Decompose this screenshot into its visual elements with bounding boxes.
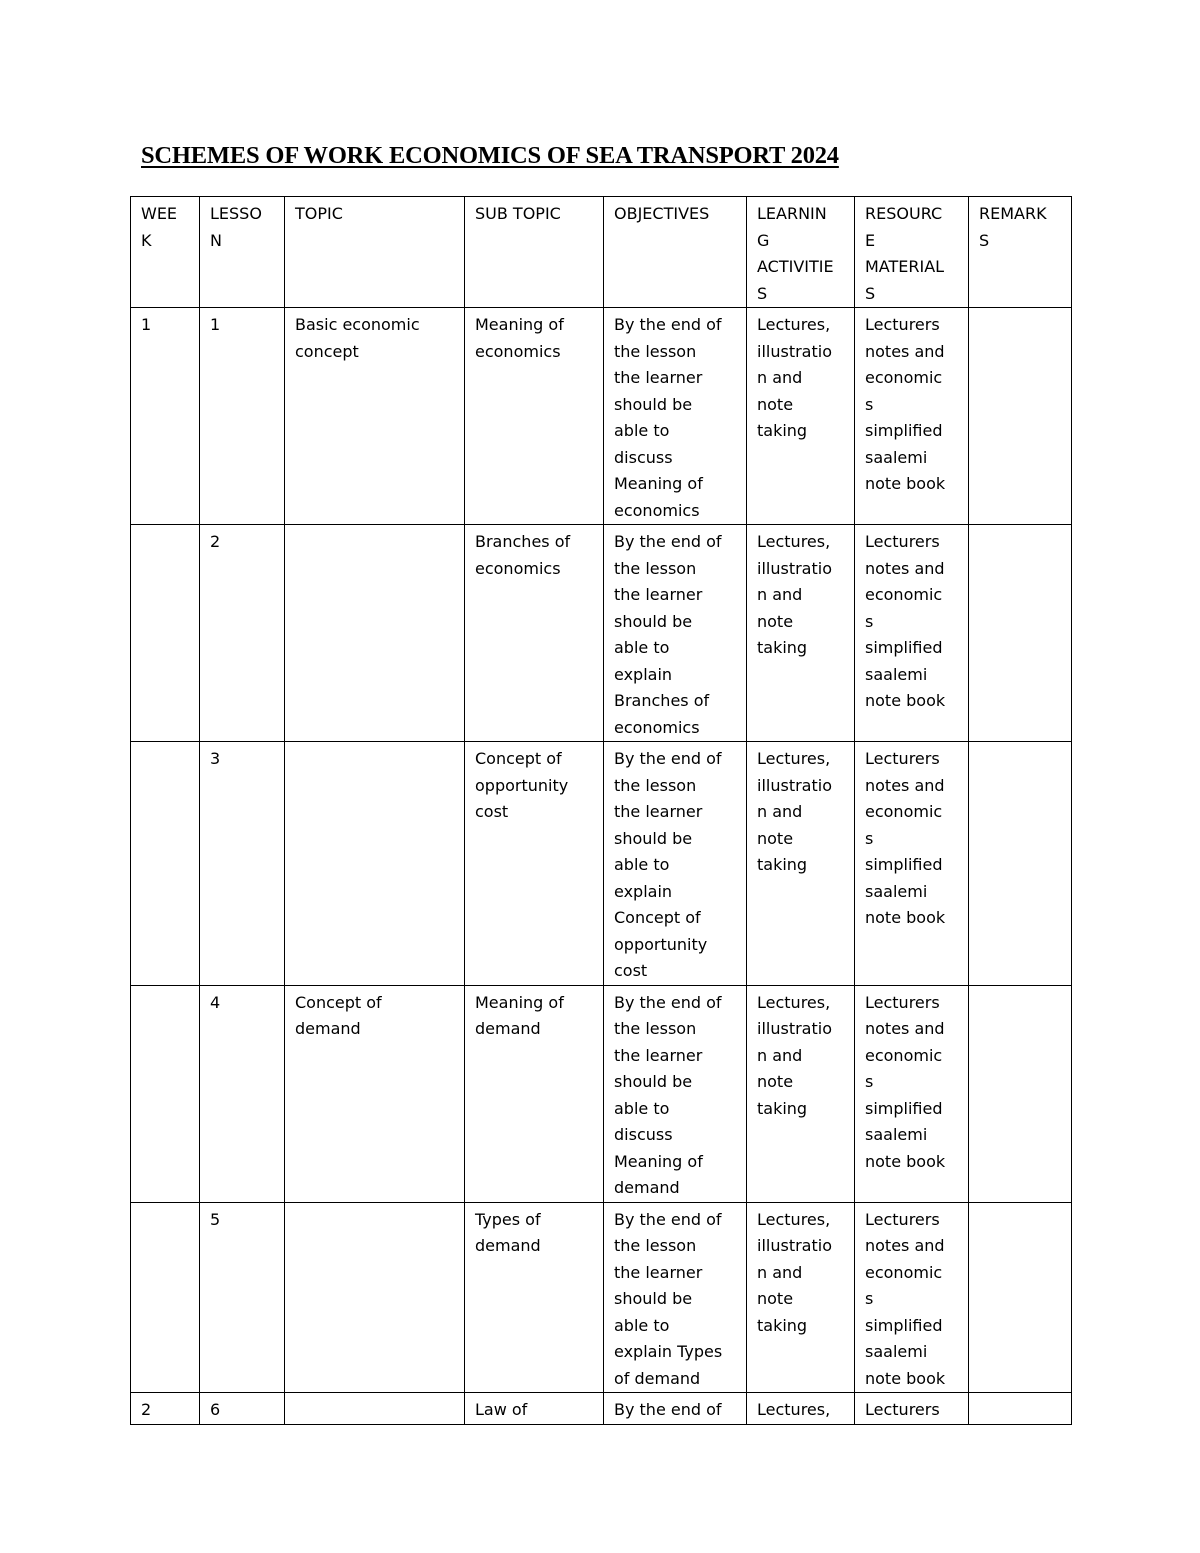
table-row	[131, 308, 1072, 525]
cell-text-line: able to	[614, 638, 670, 657]
lesson-cell: 1	[200, 308, 285, 525]
cell-text-line: economic	[865, 802, 943, 821]
remarks-cell	[969, 1393, 1072, 1425]
subtopic-cell	[465, 1202, 604, 1393]
header-remarks	[969, 197, 1072, 308]
lesson-cell: 5	[200, 1202, 285, 1393]
cell-text-line: taking	[757, 421, 808, 440]
objectives-cell	[604, 742, 747, 986]
cell-text-line: note book	[865, 908, 946, 927]
header-lesson	[200, 197, 285, 308]
cell-text-line: able to	[614, 421, 670, 440]
cell-text-line: simplified	[865, 638, 943, 657]
header-objectives	[604, 197, 747, 308]
cell-text-line: TOPIC	[295, 204, 343, 223]
table-header-row	[131, 197, 1072, 308]
table-row	[131, 1393, 1072, 1425]
cell-text-line: the lesson	[614, 1019, 697, 1038]
cell-text-line: saalemi	[865, 1342, 928, 1361]
header-subtopic	[465, 197, 604, 308]
cell-text-line: economics	[475, 558, 561, 578]
cell-text-line: opportunity	[475, 775, 569, 795]
header-learning-activities	[747, 197, 855, 308]
cell-text-line: notes and	[865, 1019, 945, 1038]
cell-text-line: Lecturers	[865, 992, 940, 1012]
cell-text-line: ACTIVITIE	[757, 257, 834, 276]
week-cell	[131, 742, 200, 986]
cell-text-line: illustratio	[757, 775, 832, 795]
cell-text-line: Types of	[475, 1209, 541, 1229]
cell-text-line: note book	[865, 1151, 946, 1171]
remarks-cell	[969, 985, 1072, 1202]
cell-text-line: notes and	[865, 775, 945, 795]
week-cell	[131, 985, 200, 1202]
cell-text-line: Lecturers	[865, 749, 940, 768]
subtopic-cell	[465, 985, 604, 1202]
cell-text-line: taking	[757, 855, 808, 874]
header-resource-materials	[855, 197, 969, 308]
cell-text-line: s	[865, 828, 874, 848]
cell-text-line: note book	[865, 1368, 946, 1388]
topic-cell	[285, 742, 465, 986]
cell-text-line: demand	[295, 1019, 361, 1038]
cell-text-line: note book	[865, 691, 946, 710]
cell-text-line: Lectures,	[757, 1209, 831, 1229]
objectives-cell	[604, 985, 747, 1202]
cell-text-line: the lesson	[614, 558, 697, 578]
cell-text-line: OBJECTIVES	[614, 204, 710, 223]
resources-cell	[855, 1393, 969, 1425]
cell-text-line: Lecturers	[865, 532, 940, 551]
cell-text-line: E	[865, 230, 876, 250]
cell-text-line: notes and	[865, 1236, 945, 1255]
cell-text-line: economics	[614, 717, 700, 737]
cell-text-line: Lectures,	[757, 315, 831, 334]
cell-text-line: explain	[614, 664, 673, 684]
cell-text-line: S	[979, 230, 990, 250]
cell-text-line: Meaning of	[614, 474, 703, 493]
week-cell	[131, 1202, 200, 1393]
objectives-cell	[604, 525, 747, 742]
cell-text-line: Concept of	[295, 992, 382, 1012]
table-row	[131, 985, 1072, 1202]
cell-text-line: Lectures,	[757, 992, 831, 1012]
cell-text-line: the lesson	[614, 341, 697, 361]
cell-text-line: illustratio	[757, 558, 832, 578]
cell-text-line: explain	[614, 881, 673, 901]
cell-text-line: Concept of	[475, 749, 562, 768]
cell-text-line: should be	[614, 611, 693, 631]
page-title: SCHEMES OF WORK ECONOMICS OF SEA TRANSPORT 2024	[141, 142, 839, 169]
cell-text-line: Lecturers	[865, 1400, 940, 1419]
cell-text-line: s	[865, 1072, 874, 1091]
activities-cell	[747, 1393, 855, 1425]
lesson-cell: 6	[200, 1393, 285, 1425]
cell-text-line: note	[757, 1289, 794, 1308]
cell-text-line: Lecturers	[865, 1209, 940, 1229]
resources-cell	[855, 308, 969, 525]
cell-text-line: able to	[614, 1315, 670, 1335]
subtopic-cell	[465, 1393, 604, 1425]
cell-text-line: Meaning of	[475, 315, 564, 334]
resources-cell	[855, 1202, 969, 1393]
cell-text-line: the lesson	[614, 1236, 697, 1255]
cell-text-line: K	[141, 230, 152, 250]
cell-text-line: saalemi	[865, 1125, 928, 1144]
cell-text-line: N	[210, 230, 222, 250]
cell-text-line: Law of	[475, 1400, 528, 1419]
lesson-cell: 2	[200, 525, 285, 742]
cell-text-line: economic	[865, 585, 943, 604]
activities-cell	[747, 985, 855, 1202]
topic-cell	[285, 525, 465, 742]
cell-text-line: S	[757, 283, 768, 303]
cell-text-line: s	[865, 1289, 874, 1308]
cell-text-line: n and	[757, 1045, 803, 1065]
cell-text-line: illustratio	[757, 1236, 832, 1255]
scheme-of-work-table	[130, 196, 1072, 1425]
table-row	[131, 1202, 1072, 1393]
cell-text-line: should be	[614, 394, 693, 414]
cell-text-line: SUB TOPIC	[475, 204, 561, 223]
cell-text-line: note	[757, 394, 794, 414]
cell-text-line: explain Types	[614, 1342, 723, 1361]
cell-text-line: By the end of	[614, 749, 722, 768]
cell-text-line: s	[865, 394, 874, 414]
resources-cell	[855, 525, 969, 742]
topic-cell	[285, 1202, 465, 1393]
cell-text-line: simplified	[865, 855, 943, 874]
cell-text-line: S	[865, 283, 876, 303]
lesson-cell: 3	[200, 742, 285, 986]
cell-text-line: By the end of	[614, 992, 722, 1012]
cell-text-line: n and	[757, 802, 803, 821]
cell-text-line: taking	[757, 1098, 808, 1118]
header-topic	[285, 197, 465, 308]
resources-cell	[855, 742, 969, 986]
cell-text-line: Lectures,	[757, 749, 831, 768]
cell-text-line: REMARK	[979, 204, 1047, 223]
remarks-cell	[969, 1202, 1072, 1393]
cell-text-line: the learner	[614, 368, 703, 387]
cell-text-line: of demand	[614, 1368, 701, 1388]
cell-text-line: saalemi	[865, 664, 928, 684]
cell-text-line: demand	[475, 1236, 541, 1255]
cell-text-line: By the end of	[614, 532, 722, 551]
cell-text-line: the learner	[614, 1262, 703, 1282]
cell-text-line: note	[757, 611, 794, 631]
cell-text-line: Basic economic	[295, 315, 420, 334]
cell-text-line: able to	[614, 855, 670, 874]
cell-text-line: opportunity	[614, 934, 708, 954]
cell-text-line: discuss	[614, 447, 673, 467]
week-cell: 2	[131, 1393, 200, 1425]
cell-text-line: illustratio	[757, 1019, 832, 1038]
remarks-cell	[969, 742, 1072, 986]
subtopic-cell	[465, 308, 604, 525]
activities-cell	[747, 525, 855, 742]
cell-text-line: Meaning of	[614, 1151, 703, 1171]
cell-text-line: Meaning of	[475, 992, 564, 1012]
cell-text-line: G	[757, 230, 770, 250]
resources-cell	[855, 985, 969, 1202]
cell-text-line: saalemi	[865, 447, 928, 467]
cell-text-line: Branches of	[475, 532, 571, 551]
subtopic-cell	[465, 742, 604, 986]
cell-text-line: illustratio	[757, 341, 832, 361]
header-week	[131, 197, 200, 308]
cell-text-line: RESOURC	[865, 204, 943, 223]
remarks-cell	[969, 308, 1072, 525]
cell-text-line: economics	[475, 341, 561, 361]
objectives-cell	[604, 1393, 747, 1425]
cell-text-line: By the end of	[614, 1400, 722, 1419]
topic-cell	[285, 308, 465, 525]
cell-text-line: should be	[614, 1072, 693, 1091]
cell-text-line: note	[757, 1072, 794, 1091]
cell-text-line: Concept of	[614, 908, 701, 927]
cell-text-line: n and	[757, 368, 803, 387]
cell-text-line: Lectures,	[757, 1400, 831, 1419]
cell-text-line: Lecturers	[865, 315, 940, 334]
cell-text-line: demand	[614, 1178, 680, 1197]
cell-text-line: notes and	[865, 558, 945, 578]
cell-text-line: economic	[865, 1262, 943, 1282]
cell-text-line: Lectures,	[757, 532, 831, 551]
objectives-cell	[604, 1202, 747, 1393]
remarks-cell	[969, 525, 1072, 742]
cell-text-line: taking	[757, 1315, 808, 1335]
cell-text-line: economics	[614, 500, 700, 520]
week-cell: 1	[131, 308, 200, 525]
lesson-cell: 4	[200, 985, 285, 1202]
table-row	[131, 525, 1072, 742]
cell-text-line: able to	[614, 1098, 670, 1118]
topic-cell	[285, 985, 465, 1202]
activities-cell	[747, 308, 855, 525]
cell-text-line: should be	[614, 1289, 693, 1308]
cell-text-line: MATERIAL	[865, 257, 945, 276]
cell-text-line: Branches of	[614, 691, 710, 710]
cell-text-line: simplified	[865, 421, 943, 440]
activities-cell	[747, 742, 855, 986]
cell-text-line: By the end of	[614, 315, 722, 334]
cell-text-line: WEE	[141, 204, 178, 223]
cell-text-line: note	[757, 828, 794, 848]
cell-text-line: should be	[614, 828, 693, 848]
cell-text-line: s	[865, 611, 874, 631]
cell-text-line: note book	[865, 474, 946, 493]
cell-text-line: the lesson	[614, 775, 697, 795]
cell-text-line: LESSO	[210, 204, 262, 223]
cell-text-line: cost	[614, 961, 648, 980]
activities-cell	[747, 1202, 855, 1393]
cell-text-line: taking	[757, 638, 808, 657]
table-row	[131, 742, 1072, 986]
cell-text-line: simplified	[865, 1098, 943, 1118]
cell-text-line: notes and	[865, 341, 945, 361]
cell-text-line: simplified	[865, 1315, 943, 1335]
objectives-cell	[604, 308, 747, 525]
cell-text-line: cost	[475, 802, 509, 821]
cell-text-line: LEARNIN	[757, 204, 827, 223]
cell-text-line: n and	[757, 1262, 803, 1282]
cell-text-line: concept	[295, 341, 359, 361]
subtopic-cell	[465, 525, 604, 742]
cell-text-line: the learner	[614, 802, 703, 821]
cell-text-line: saalemi	[865, 881, 928, 901]
week-cell	[131, 525, 200, 742]
cell-text-line: discuss	[614, 1125, 673, 1144]
cell-text-line: n and	[757, 585, 803, 604]
topic-cell	[285, 1393, 465, 1425]
cell-text-line: By the end of	[614, 1209, 722, 1229]
cell-text-line: the learner	[614, 1045, 703, 1065]
cell-text-line: economic	[865, 1045, 943, 1065]
cell-text-line: the learner	[614, 585, 703, 604]
cell-text-line: demand	[475, 1019, 541, 1038]
cell-text-line: economic	[865, 368, 943, 387]
